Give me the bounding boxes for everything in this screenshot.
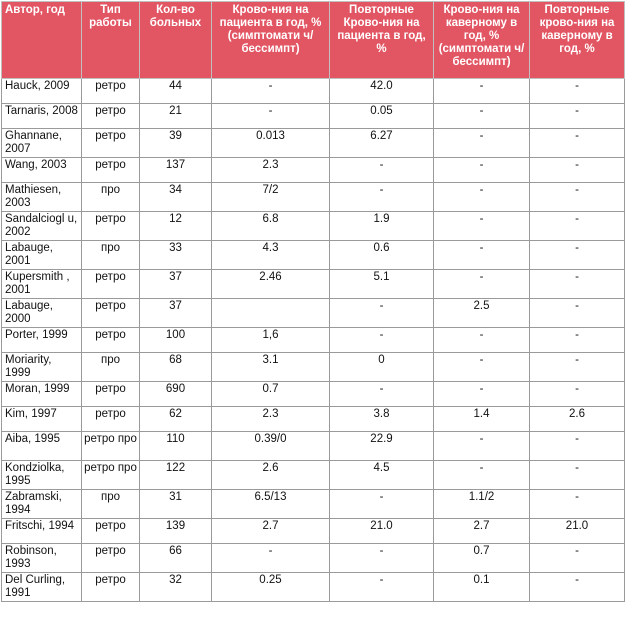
cell-bleed-per-cavernoma: 0.7 [434, 544, 530, 573]
cell-rebleed-per-cavernoma: - [530, 129, 625, 158]
cell-patient-count: 100 [140, 328, 212, 353]
cell-bleed-per-patient: 1,6 [212, 328, 330, 353]
cell-rebleed-per-patient: 22.9 [330, 432, 434, 461]
table-row [2, 104, 625, 129]
cell-rebleed-per-cavernoma: - [530, 461, 625, 490]
table-row [2, 490, 625, 519]
cell-patient-count: 122 [140, 461, 212, 490]
cell-patient-count: 31 [140, 490, 212, 519]
cell-study-type: ретро [82, 544, 140, 573]
data-table [1, 1, 625, 602]
table-row [2, 241, 625, 270]
table-row [2, 353, 625, 382]
cell-study-type: ретро [82, 328, 140, 353]
cell-rebleed-per-patient: - [330, 328, 434, 353]
cell-bleed-per-patient: 2.46 [212, 270, 330, 299]
cell-author: Labauge, 2001 [2, 241, 82, 270]
cell-rebleed-per-cavernoma: - [530, 544, 625, 573]
table-row [2, 328, 625, 353]
cell-rebleed-per-patient: 0.05 [330, 104, 434, 129]
cell-bleed-per-cavernoma: 2.7 [434, 519, 530, 544]
cell-rebleed-per-cavernoma: 2.6 [530, 407, 625, 432]
cell-study-type: ретро [82, 299, 140, 328]
cell-author: Moriarity, 1999 [2, 353, 82, 382]
header-row [2, 2, 625, 79]
cell-bleed-per-patient: 2.3 [212, 407, 330, 432]
cell-bleed-per-patient: - [212, 79, 330, 104]
cell-author: Kondziolka, 1995 [2, 461, 82, 490]
cell-bleed-per-cavernoma: - [434, 461, 530, 490]
cell-bleed-per-cavernoma: 1.4 [434, 407, 530, 432]
cell-rebleed-per-patient: - [330, 490, 434, 519]
cell-bleed-per-patient: 3.1 [212, 353, 330, 382]
cell-study-type: ретро [82, 104, 140, 129]
cell-rebleed-per-patient: 4.5 [330, 461, 434, 490]
cell-rebleed-per-patient: 0.6 [330, 241, 434, 270]
cell-rebleed-per-patient: 21.0 [330, 519, 434, 544]
cell-rebleed-per-patient: 3.8 [330, 407, 434, 432]
cell-bleed-per-cavernoma: 0.1 [434, 573, 530, 602]
cell-bleed-per-patient: - [212, 544, 330, 573]
table-row [2, 432, 625, 461]
cell-study-type: ретро [82, 212, 140, 241]
cell-study-type: ретро про [82, 432, 140, 461]
cell-rebleed-per-cavernoma: - [530, 79, 625, 104]
table-row [2, 158, 625, 183]
cell-bleed-per-cavernoma: - [434, 382, 530, 407]
table-row [2, 79, 625, 104]
cell-rebleed-per-patient: - [330, 544, 434, 573]
header-bleed-per-patient: Крово-ния на пациента в год, % (симптомати ч/бессимпт) [212, 2, 330, 79]
header-bleed-per-cavernoma: Крово-ния на каверному в год, % (симптомати ч/бессимпт) [434, 2, 530, 79]
cell-author: Ghannane, 2007 [2, 129, 82, 158]
cell-rebleed-per-patient: - [330, 183, 434, 212]
cell-study-type: ретро [82, 79, 140, 104]
cell-rebleed-per-patient: - [330, 158, 434, 183]
cell-rebleed-per-patient: 42.0 [330, 79, 434, 104]
cell-rebleed-per-cavernoma: - [530, 183, 625, 212]
cell-patient-count: 39 [140, 129, 212, 158]
cell-bleed-per-patient: 2.6 [212, 461, 330, 490]
cell-patient-count: 12 [140, 212, 212, 241]
cell-patient-count: 139 [140, 519, 212, 544]
cell-rebleed-per-cavernoma: - [530, 299, 625, 328]
table-row [2, 212, 625, 241]
cell-author: Wang, 2003 [2, 158, 82, 183]
cell-rebleed-per-cavernoma: - [530, 490, 625, 519]
cell-bleed-per-patient: 0.013 [212, 129, 330, 158]
cell-patient-count: 66 [140, 544, 212, 573]
cell-bleed-per-cavernoma: - [434, 129, 530, 158]
cell-author: Kim, 1997 [2, 407, 82, 432]
cell-rebleed-per-cavernoma: - [530, 328, 625, 353]
cell-bleed-per-patient: 6.8 [212, 212, 330, 241]
cell-bleed-per-cavernoma: - [434, 353, 530, 382]
table-row [2, 544, 625, 573]
cell-study-type: про [82, 490, 140, 519]
cell-bleed-per-cavernoma: - [434, 104, 530, 129]
cell-rebleed-per-cavernoma: - [530, 241, 625, 270]
cell-author: Sandalciogl u, 2002 [2, 212, 82, 241]
cell-bleed-per-cavernoma: - [434, 212, 530, 241]
cell-author: Moran, 1999 [2, 382, 82, 407]
cell-author: Aiba, 1995 [2, 432, 82, 461]
cell-bleed-per-cavernoma: 2.5 [434, 299, 530, 328]
cell-bleed-per-cavernoma: - [434, 328, 530, 353]
cell-rebleed-per-patient: - [330, 382, 434, 407]
table-row [2, 519, 625, 544]
cell-bleed-per-patient: 2.7 [212, 519, 330, 544]
cell-patient-count: 32 [140, 573, 212, 602]
cell-patient-count: 68 [140, 353, 212, 382]
cell-rebleed-per-cavernoma: - [530, 353, 625, 382]
cell-patient-count: 62 [140, 407, 212, 432]
cell-author: Del Curling, 1991 [2, 573, 82, 602]
cell-author: Tarnaris, 2008 [2, 104, 82, 129]
cell-rebleed-per-patient: 5.1 [330, 270, 434, 299]
cell-author: Fritschi, 1994 [2, 519, 82, 544]
cell-study-type: ретро про [82, 461, 140, 490]
cell-bleed-per-cavernoma: - [434, 79, 530, 104]
header-study-type: Тип работы [82, 2, 140, 79]
cell-rebleed-per-cavernoma: - [530, 212, 625, 241]
cell-rebleed-per-cavernoma: - [530, 158, 625, 183]
header-rebleed-per-cavernoma: Повторные крово-ния на каверному в год, % [530, 2, 625, 79]
cell-rebleed-per-patient: - [330, 299, 434, 328]
cell-patient-count: 37 [140, 299, 212, 328]
cell-study-type: про [82, 241, 140, 270]
cell-bleed-per-patient: 0.25 [212, 573, 330, 602]
cell-study-type: ретро [82, 573, 140, 602]
cell-study-type: ретро [82, 382, 140, 407]
cell-bleed-per-patient [212, 299, 330, 328]
cell-bleed-per-patient: - [212, 104, 330, 129]
cell-bleed-per-patient: 7/2 [212, 183, 330, 212]
table-row [2, 183, 625, 212]
cell-author: Mathiesen, 2003 [2, 183, 82, 212]
cell-rebleed-per-patient: 1.9 [330, 212, 434, 241]
cell-rebleed-per-cavernoma: 21.0 [530, 519, 625, 544]
cell-patient-count: 137 [140, 158, 212, 183]
cell-bleed-per-patient: 4.3 [212, 241, 330, 270]
cell-study-type: про [82, 353, 140, 382]
table-row [2, 270, 625, 299]
cell-patient-count: 37 [140, 270, 212, 299]
cell-study-type: про [82, 183, 140, 212]
cell-patient-count: 21 [140, 104, 212, 129]
table-row [2, 461, 625, 490]
cell-rebleed-per-cavernoma: - [530, 573, 625, 602]
header-author: Автор, год [2, 2, 82, 79]
cell-rebleed-per-patient: 6.27 [330, 129, 434, 158]
cell-rebleed-per-cavernoma: - [530, 270, 625, 299]
cell-bleed-per-cavernoma: - [434, 183, 530, 212]
table-row [2, 407, 625, 432]
header-patient-count: Кол-во больных [140, 2, 212, 79]
table-row [2, 573, 625, 602]
cell-author: Porter, 1999 [2, 328, 82, 353]
cell-bleed-per-patient: 0.39/0 [212, 432, 330, 461]
cell-bleed-per-cavernoma: - [434, 432, 530, 461]
cell-author: Zabramski, 1994 [2, 490, 82, 519]
cell-bleed-per-cavernoma: 1.1/2 [434, 490, 530, 519]
cell-rebleed-per-patient: - [330, 573, 434, 602]
cell-study-type: ретро [82, 158, 140, 183]
header-rebleed-per-patient: Повторные Крово-ния на пациента в год, % [330, 2, 434, 79]
cell-patient-count: 690 [140, 382, 212, 407]
cell-patient-count: 34 [140, 183, 212, 212]
cell-patient-count: 44 [140, 79, 212, 104]
table-row [2, 129, 625, 158]
cell-rebleed-per-patient: 0 [330, 353, 434, 382]
table-row [2, 382, 625, 407]
cell-bleed-per-cavernoma: - [434, 270, 530, 299]
cell-bleed-per-patient: 0.7 [212, 382, 330, 407]
cell-rebleed-per-cavernoma: - [530, 104, 625, 129]
cell-bleed-per-cavernoma: - [434, 158, 530, 183]
cell-rebleed-per-cavernoma: - [530, 432, 625, 461]
cell-study-type: ретро [82, 407, 140, 432]
cell-study-type: ретро [82, 270, 140, 299]
table-row [2, 299, 625, 328]
cell-bleed-per-patient: 2.3 [212, 158, 330, 183]
cell-bleed-per-cavernoma: - [434, 241, 530, 270]
cell-author: Robinson, 1993 [2, 544, 82, 573]
cell-author: Hauck, 2009 [2, 79, 82, 104]
cell-study-type: ретро [82, 519, 140, 544]
cell-author: Kupersmith , 2001 [2, 270, 82, 299]
cell-patient-count: 33 [140, 241, 212, 270]
cell-author: Labauge, 2000 [2, 299, 82, 328]
cell-patient-count: 110 [140, 432, 212, 461]
cell-rebleed-per-cavernoma: - [530, 382, 625, 407]
cell-study-type: ретро [82, 129, 140, 158]
cell-bleed-per-patient: 6.5/13 [212, 490, 330, 519]
